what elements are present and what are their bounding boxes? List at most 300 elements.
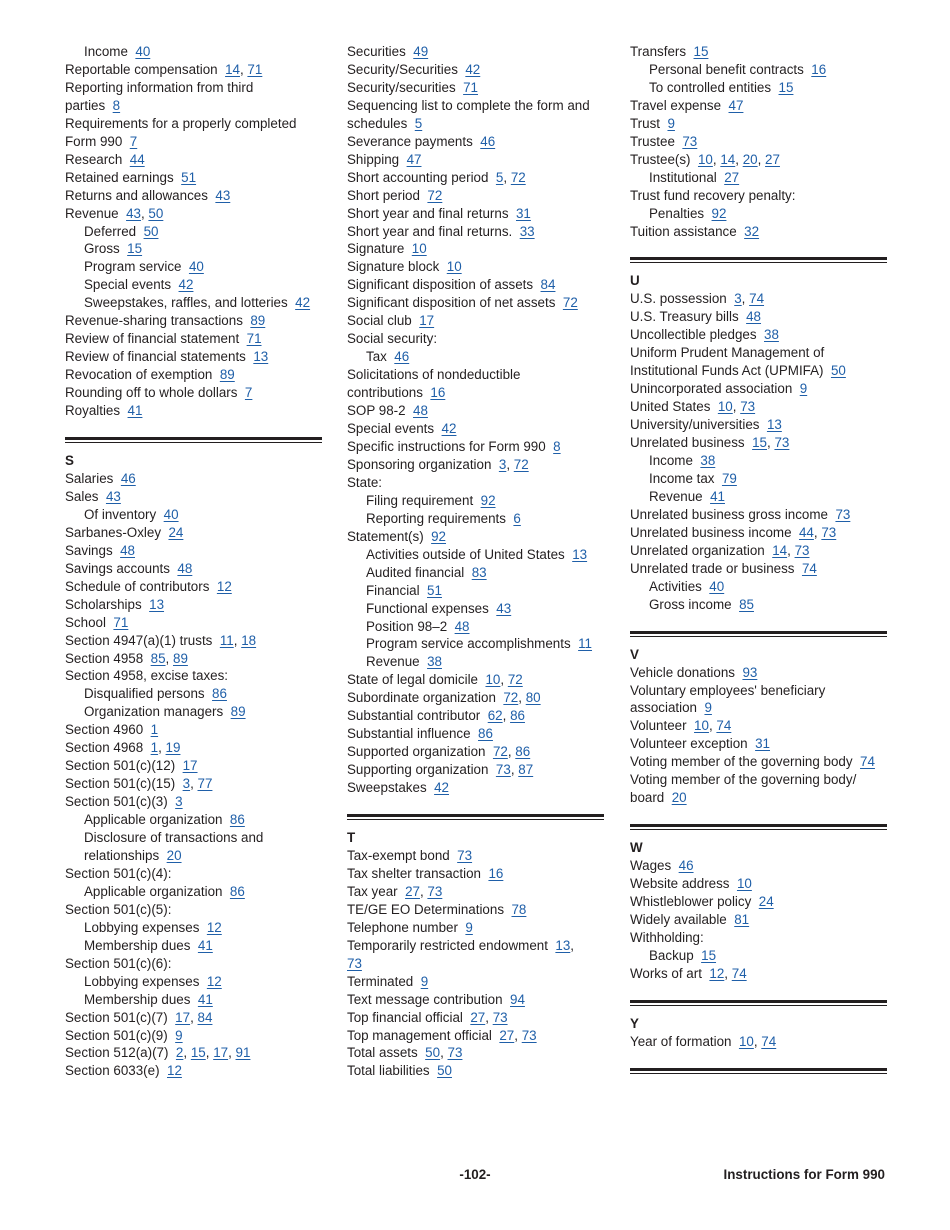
page-reference-link[interactable]: 74 <box>716 718 732 734</box>
index-entry-revocation-of-exemption <box>65 366 322 384</box>
page-reference-link[interactable]: 86 <box>515 744 531 760</box>
index-term: Unrelated business gross income <box>630 506 828 522</box>
page-reference-link[interactable]: 3 <box>182 776 191 792</box>
index-entry-uniform-prudent-management-of <box>630 344 887 380</box>
index-entry-supporting-organization: Supporting organization 73, 87 <box>347 762 534 778</box>
page-reference-link[interactable]: 50 <box>148 205 164 221</box>
page-reference-link[interactable]: 10 <box>736 876 752 892</box>
index-entry-revenue-sharing-transactions <box>65 312 322 330</box>
page-reference-link[interactable]: 14 <box>225 61 240 77</box>
section-divider <box>65 437 322 443</box>
index-entry-trustee-s: Trustee(s) 10, 14, 20, 27 <box>630 151 780 167</box>
page-reference-link[interactable]: 48 <box>413 403 428 419</box>
page-reference-link[interactable]: 78 <box>511 901 527 917</box>
index-entry-reportable-compensation: Reportable compensation 14, 71 <box>65 61 263 77</box>
index-term: Organization managers <box>84 704 224 720</box>
page-reference-link[interactable]: 73 <box>347 955 362 971</box>
page-reference-link[interactable]: 5 <box>414 115 423 131</box>
page-reference-link[interactable]: 71 <box>247 61 263 77</box>
page-reference-link[interactable]: 1 <box>150 722 159 738</box>
index-entry-sarbanes-oxley <box>65 524 322 542</box>
page-reference-link[interactable]: 10 <box>717 399 733 415</box>
page-reference-link[interactable]: 27 <box>765 151 780 167</box>
index-subentry-institutional <box>630 169 887 187</box>
page-reference-link[interactable]: 9 <box>175 1027 183 1043</box>
page-reference-link[interactable]: 7 <box>129 133 138 149</box>
page-reference-link[interactable]: 71 <box>113 614 129 630</box>
page-reference-link[interactable]: 48 <box>120 542 135 558</box>
index-term: Filing requirement <box>366 492 474 508</box>
index-entry-website-address <box>630 875 887 893</box>
page-reference-link[interactable]: 13 <box>572 546 588 562</box>
page-reference-link[interactable]: 46 <box>394 349 410 365</box>
index-term: Income <box>84 44 128 59</box>
index-term: Trustee <box>630 133 675 149</box>
page-reference-link[interactable]: 74 <box>749 291 765 307</box>
index-entry-volunteer: Volunteer 10, 74 <box>630 718 732 734</box>
page-reference-link[interactable]: 19 <box>165 740 181 756</box>
page-reference-link[interactable]: 9 <box>704 700 712 716</box>
page-reference-link[interactable]: 46 <box>120 470 136 486</box>
page-reference-link[interactable]: 42 <box>441 421 457 437</box>
page-reference-link[interactable]: 85 <box>739 596 754 612</box>
page-reference-link[interactable]: 40 <box>135 44 151 59</box>
index-term: Program service <box>84 259 182 275</box>
index-entry-unrelated-trade-or-business <box>630 560 887 578</box>
page-reference-link[interactable]: 73 <box>682 133 698 149</box>
index-term: Research <box>65 151 123 167</box>
page-reference-link[interactable]: 7 <box>244 385 253 401</box>
index-term-continuation-line <box>630 699 887 717</box>
index-letter-heading: Y <box>630 1015 639 1031</box>
page-reference-link[interactable]: 62 <box>487 708 503 724</box>
page-reference-link[interactable]: 47 <box>406 151 422 167</box>
index-subentry-personal-benefit-contracts <box>630 61 887 79</box>
index-subentry-penalties <box>630 205 887 223</box>
page-reference-link[interactable]: 41 <box>197 937 213 953</box>
page-reference-link[interactable]: 15 <box>190 1045 206 1061</box>
index-entry-section-4968: Section 4968 1, 19 <box>65 740 181 756</box>
page-reference-link[interactable]: 50 <box>830 363 846 379</box>
index-entry-section-501-c-4 <box>65 865 322 883</box>
page-reference-link[interactable]: 12 <box>167 1063 182 1079</box>
page-reference-link[interactable]: 73 <box>492 1009 508 1025</box>
page-reference-link[interactable]: 47 <box>728 97 744 113</box>
page-reference-link[interactable]: 15 <box>127 241 143 257</box>
page-reference-link[interactable]: 86 <box>510 708 525 724</box>
page-reference-link[interactable]: 87 <box>518 762 534 778</box>
page-reference-link[interactable]: 11 <box>219 632 234 648</box>
page-reference-link[interactable]: 41 <box>710 488 725 504</box>
index-entry-voting-member-of-the-governing-body <box>630 753 887 771</box>
index-entry-tax-exempt-bond <box>347 847 604 865</box>
page-reference-link[interactable]: 48 <box>177 560 193 576</box>
page-reference-link[interactable]: 41 <box>197 991 213 1007</box>
page-reference-link[interactable]: 11 <box>578 636 593 652</box>
page-reference-link[interactable]: 73 <box>447 1045 463 1061</box>
page-reference-link[interactable]: 74 <box>801 560 817 576</box>
page-reference-link[interactable]: 71 <box>463 79 479 95</box>
page-reference-link[interactable]: 17 <box>182 758 198 774</box>
index-entry-te-ge-eo-determinations <box>347 901 604 919</box>
page-reference-link[interactable]: 13 <box>555 937 571 953</box>
index-term: U.S. Treasury bills <box>630 309 739 325</box>
page-reference-link[interactable]: 41 <box>127 403 143 419</box>
index-entry-whistleblower-policy <box>630 893 887 911</box>
page-reference-link[interactable]: 74 <box>731 965 747 981</box>
page-reference-link[interactable]: 83 <box>471 564 487 580</box>
index-subentry-audited-financial <box>347 564 604 582</box>
index-entry-savings-accounts <box>65 560 322 578</box>
index-term: Returns and allowances <box>65 187 208 203</box>
page-reference-link[interactable]: 16 <box>430 385 446 401</box>
index-term-continuation: contributions <box>347 385 423 401</box>
index-term: Schedule of contributors <box>65 578 210 594</box>
index-term-continuation-line <box>65 97 322 115</box>
index-term-continuation-line <box>347 955 604 973</box>
page-reference-link[interactable]: 73 <box>521 1027 537 1043</box>
index-subentry-special-events <box>65 276 322 294</box>
page-reference-link[interactable]: 81 <box>734 911 750 927</box>
index-subentry-lobbying-expenses <box>65 973 322 991</box>
page-reference-link[interactable]: 40 <box>188 259 204 275</box>
index-entry-security-securities <box>347 79 604 97</box>
index-term: Financial <box>366 582 420 598</box>
page-reference-link[interactable]: 27 <box>499 1027 515 1043</box>
index-entry-significant-disposition-of-assets <box>347 276 604 294</box>
page-reference-link[interactable]: 91 <box>235 1045 251 1061</box>
page-reference-link[interactable]: 42 <box>295 295 311 311</box>
index-term: U.S. possession <box>630 291 727 307</box>
index-term: Requirements for a properly completed <box>65 115 297 131</box>
page-reference-link[interactable]: 43 <box>215 187 231 203</box>
page-reference-link[interactable]: 73 <box>427 883 443 899</box>
index-entry-uncollectible-pledges <box>630 326 887 344</box>
page-reference-link[interactable]: 33 <box>519 223 535 239</box>
index-term: Salaries <box>65 470 114 486</box>
page-reference-link[interactable]: 72 <box>513 456 529 472</box>
index-term: Applicable organization <box>84 883 223 899</box>
page-reference-link[interactable]: 84 <box>540 277 556 293</box>
page-reference-link[interactable]: 72 <box>562 295 578 311</box>
page-reference-link[interactable]: 3 <box>498 456 507 472</box>
page-reference-link[interactable]: 93 <box>742 664 758 680</box>
page-reference-link[interactable]: 50 <box>437 1063 452 1079</box>
page-reference-link[interactable]: 18 <box>241 632 257 648</box>
page-reference-link[interactable]: 73 <box>495 762 511 778</box>
page-reference-link[interactable]: 72 <box>427 187 443 203</box>
index-entry-unrelated-business: Unrelated business 15, 73 <box>630 435 790 451</box>
page-reference-link[interactable]: 31 <box>755 736 770 752</box>
page-reference-link[interactable]: 73 <box>794 542 810 558</box>
index-term: Revenue <box>366 654 420 670</box>
page-reference-link[interactable]: 42 <box>465 61 481 77</box>
index-term: Section 4958 <box>65 650 144 666</box>
index-subentry-reporting-requirements <box>347 510 604 528</box>
index-term: Reporting information from third <box>65 79 254 95</box>
page-reference-link[interactable]: 51 <box>181 169 197 185</box>
page-reference-link[interactable]: 73 <box>740 399 756 415</box>
index-subentry-income <box>65 43 322 61</box>
page-reference-link[interactable]: 89 <box>219 367 235 383</box>
page-reference-link[interactable]: 42 <box>434 780 450 796</box>
page-reference-link[interactable]: 86 <box>229 883 245 899</box>
section-divider <box>630 631 887 637</box>
index-term: Solicitations of nondeductible <box>347 367 521 383</box>
index-term: Review of financial statements <box>65 349 246 365</box>
index-term: Signature block <box>347 259 440 275</box>
page-reference-link[interactable]: 27 <box>470 1009 486 1025</box>
index-letter-heading: W <box>630 840 643 856</box>
page-reference-link[interactable]: 50 <box>143 223 159 239</box>
page-reference-link[interactable]: 74 <box>860 754 875 770</box>
page-reference-link[interactable]: 16 <box>488 865 504 881</box>
page-reference-link[interactable]: 9 <box>465 919 473 935</box>
page-reference-link[interactable]: 17 <box>213 1045 229 1061</box>
index-term-continuation-line <box>630 362 887 380</box>
index-term: Reporting requirements <box>366 510 506 526</box>
page-reference-link[interactable]: 94 <box>510 991 525 1007</box>
page-reference-link[interactable]: 40 <box>163 506 179 522</box>
index-term-continuation: schedules <box>347 115 408 131</box>
index-entry-substantial-contributor: Substantial contributor 62, 86 <box>347 708 525 724</box>
index-entry-unrelated-business-income: Unrelated business income 44, 73 <box>630 524 837 540</box>
index-term: Sweepstakes <box>347 780 427 796</box>
index-entry-review-of-financial-statement <box>65 330 322 348</box>
page-reference-link[interactable]: 85 <box>150 650 166 666</box>
page-reference-link[interactable]: 9 <box>667 115 675 131</box>
page-reference-link[interactable]: 72 <box>503 690 519 706</box>
page-reference-link[interactable]: 92 <box>431 528 447 544</box>
index-term: Special events <box>347 421 435 437</box>
section-divider <box>347 814 604 820</box>
page-reference-link[interactable]: 48 <box>454 618 470 634</box>
page-reference-link[interactable]: 1 <box>150 740 159 756</box>
index-term: Retained earnings <box>65 169 174 185</box>
page-reference-link[interactable]: 92 <box>711 205 727 221</box>
page-reference-link[interactable]: 15 <box>693 44 709 59</box>
page-reference-link[interactable]: 50 <box>425 1045 441 1061</box>
page-reference-link[interactable]: 38 <box>764 327 779 343</box>
page-reference-link[interactable]: 71 <box>246 331 262 347</box>
index-term: Income tax <box>649 470 715 486</box>
index-term: Unrelated organization <box>630 542 765 558</box>
index-entry-year-of-formation: Year of formation 10, 74 <box>630 1033 777 1049</box>
page-reference-link[interactable]: 38 <box>700 453 716 469</box>
page-reference-link[interactable]: 9 <box>799 381 808 397</box>
index-subentry-deferred <box>65 223 322 241</box>
page-reference-link[interactable]: 13 <box>766 417 782 433</box>
index-term: Review of financial statement <box>65 331 240 347</box>
page-reference-link[interactable]: 12 <box>206 973 222 989</box>
page-reference-link[interactable]: 49 <box>413 44 429 59</box>
page-reference-link[interactable]: 73 <box>457 847 473 863</box>
page-reference-link[interactable]: 86 <box>478 726 493 742</box>
page-reference-link[interactable]: 72 <box>492 744 508 760</box>
index-subentry-disclosure-of-transactions-and <box>65 829 322 865</box>
page-reference-link[interactable]: 10 <box>446 259 462 275</box>
page-reference-link[interactable]: 6 <box>513 510 521 526</box>
index-term: Section 501(c)(5): <box>65 901 172 917</box>
index-subentry-tax <box>347 348 604 366</box>
index-term: Rounding off to whole dollars <box>65 385 238 401</box>
index-term: Revenue-sharing transactions <box>65 313 243 329</box>
index-entry-short-year-and-final-returns <box>347 205 604 223</box>
page-reference-link[interactable]: 12 <box>216 578 232 594</box>
index-subentry-of-inventory <box>65 506 322 524</box>
page-reference-link[interactable]: 9 <box>420 973 429 989</box>
page-reference-link[interactable]: 72 <box>510 169 526 185</box>
page-reference-link[interactable]: 43 <box>496 600 512 616</box>
index-entry-u-s-possession: U.S. possession 3, 74 <box>630 291 765 307</box>
page-reference-link[interactable]: 17 <box>419 313 435 329</box>
index-term-continuation-line <box>65 133 322 151</box>
index-term: Sales <box>65 488 99 504</box>
index-term: Section 501(c)(7) <box>65 1009 168 1025</box>
page-reference-link[interactable]: 46 <box>678 858 694 874</box>
page-reference-link[interactable]: 74 <box>761 1033 777 1049</box>
page-reference-link[interactable]: 44 <box>798 524 814 540</box>
index-entry-tuition-assistance <box>630 223 887 241</box>
page-reference-link[interactable]: 10 <box>697 151 713 167</box>
index-entry-retained-earnings <box>65 169 322 187</box>
page-reference-link[interactable]: 92 <box>480 492 496 508</box>
index-term: Voting member of the governing body <box>630 754 853 770</box>
index-entry-trust <box>630 115 887 133</box>
page-reference-link[interactable]: 10 <box>738 1033 754 1049</box>
index-term: Tax shelter transaction <box>347 865 481 881</box>
page-reference-link[interactable]: 32 <box>744 223 760 239</box>
index-entry-temporarily-restricted-endowment: Temporarily restricted endowment 13, 73 <box>347 937 604 973</box>
page-reference-link[interactable]: 15 <box>752 435 767 451</box>
index-term: Trustee(s) <box>630 151 691 167</box>
page-reference-link[interactable]: 43 <box>126 205 141 221</box>
index-entry-royalties <box>65 402 322 420</box>
page-reference-link[interactable]: 42 <box>178 277 194 293</box>
index-entry-state-of-legal-domicile: State of legal domicile 10, 72 <box>347 672 523 688</box>
index-entry-section-501-c-3 <box>65 793 322 811</box>
page-reference-link[interactable]: 12 <box>206 919 222 935</box>
page-reference-link[interactable]: 10 <box>694 718 709 734</box>
page-reference-link[interactable]: 8 <box>553 438 561 454</box>
index-term: Social security: <box>347 331 438 347</box>
page-reference-link[interactable]: 15 <box>778 79 794 95</box>
page-reference-link[interactable]: 73 <box>835 506 851 522</box>
page-reference-link[interactable]: 16 <box>811 61 827 77</box>
page-reference-link[interactable]: 17 <box>175 1009 191 1025</box>
index-term-continuation-line <box>630 789 887 807</box>
page-reference-link[interactable]: 15 <box>701 947 717 963</box>
page-reference-link[interactable]: 3 <box>175 794 183 810</box>
page-reference-link[interactable]: 13 <box>149 596 165 612</box>
page-reference-link[interactable]: 24 <box>758 894 774 910</box>
page-reference-link[interactable]: 5 <box>495 169 504 185</box>
page-reference-link[interactable]: 24 <box>168 524 184 540</box>
index-subentry-lobbying-expenses <box>65 919 322 937</box>
index-entry-u-s-treasury-bills <box>630 308 887 326</box>
page-reference-link[interactable]: 10 <box>411 241 427 257</box>
index-term: Website address <box>630 876 730 892</box>
page-reference-link[interactable]: 51 <box>427 582 442 598</box>
page-reference-link[interactable]: 89 <box>250 313 266 329</box>
page-reference-link[interactable]: 43 <box>105 488 121 504</box>
index-entry-review-of-financial-statements <box>65 348 322 366</box>
index-term: Revocation of exemption <box>65 367 213 383</box>
index-term: Telephone number <box>347 919 458 935</box>
page-reference-link[interactable]: 48 <box>746 309 762 325</box>
page-reference-link[interactable]: 14 <box>720 151 736 167</box>
index-term: Reportable compensation <box>65 61 218 77</box>
index-entry-shipping <box>347 151 604 169</box>
page-reference-link[interactable]: 40 <box>709 578 725 594</box>
page-reference-link[interactable]: 20 <box>166 847 182 863</box>
page-reference-link[interactable]: 86 <box>229 812 245 828</box>
page-reference-link[interactable]: 73 <box>821 524 837 540</box>
page-reference-link[interactable]: 72 <box>507 672 523 688</box>
page-reference-link[interactable]: 27 <box>405 883 420 899</box>
index-term: Section 501(c)(4): <box>65 865 172 881</box>
page-reference-link[interactable]: 14 <box>772 542 788 558</box>
page-reference-link[interactable]: 20 <box>742 151 758 167</box>
page-reference-link[interactable]: 27 <box>724 169 740 185</box>
page-reference-link[interactable]: 8 <box>112 97 121 113</box>
page-reference-link[interactable]: 20 <box>671 790 687 806</box>
page-reference-link[interactable]: 10 <box>485 672 501 688</box>
index-term: Substantial influence <box>347 726 471 742</box>
index-term: Severance payments <box>347 133 473 149</box>
index-term: Activities <box>649 578 702 594</box>
index-term: Specific instructions for Form 990 <box>347 438 546 454</box>
index-term: Membership dues <box>84 937 191 953</box>
index-term: Institutional <box>649 169 717 185</box>
index-term: Top financial official <box>347 1009 463 1025</box>
page-reference-link[interactable]: 89 <box>230 704 246 720</box>
page-reference-link[interactable]: 77 <box>197 776 213 792</box>
page-reference-link[interactable]: 44 <box>129 151 145 167</box>
page-reference-link[interactable]: 46 <box>480 133 496 149</box>
page-reference-link[interactable]: 79 <box>721 470 737 486</box>
page-reference-link[interactable]: 84 <box>197 1009 213 1025</box>
index-term: Subordinate organization <box>347 690 496 706</box>
page-reference-link[interactable]: 73 <box>774 435 790 451</box>
index-entry-tax-year: Tax year 27, 73 <box>347 883 443 899</box>
page-reference-link[interactable]: 89 <box>173 650 188 666</box>
index-term: Section 501(c)(9) <box>65 1027 168 1043</box>
page-number: -102- <box>459 1167 491 1182</box>
page-reference-link[interactable]: 31 <box>515 205 531 221</box>
index-entry-specific-instructions-for-form-990 <box>347 438 604 456</box>
index-entry-savings <box>65 542 322 560</box>
index-subentry-program-service-accomplishments <box>347 635 604 653</box>
index-entry-rounding-off-to-whole-dollars <box>65 384 322 402</box>
page-reference-link[interactable]: 3 <box>734 291 742 307</box>
index-term: Withholding: <box>630 929 704 945</box>
page-reference-link[interactable]: 80 <box>525 690 541 706</box>
index-entry-school <box>65 614 322 632</box>
page-reference-link[interactable]: 38 <box>427 654 442 670</box>
page-reference-link[interactable]: 2 <box>175 1045 184 1061</box>
index-term: Section 4947(a)(1) trusts <box>65 632 213 648</box>
page-reference-link[interactable]: 12 <box>709 965 725 981</box>
index-entry-reporting-information-from-third <box>65 79 322 115</box>
index-term: Audited financial <box>366 564 465 580</box>
index-term: Backup <box>649 947 694 963</box>
index-term: Revenue <box>65 205 119 221</box>
index-entry-returns-and-allowances <box>65 187 322 205</box>
index-entry-sequencing-list-to-complete-the-form-and <box>347 97 604 133</box>
page-reference-link[interactable]: 13 <box>253 349 269 365</box>
page-reference-link[interactable]: 86 <box>212 686 227 702</box>
